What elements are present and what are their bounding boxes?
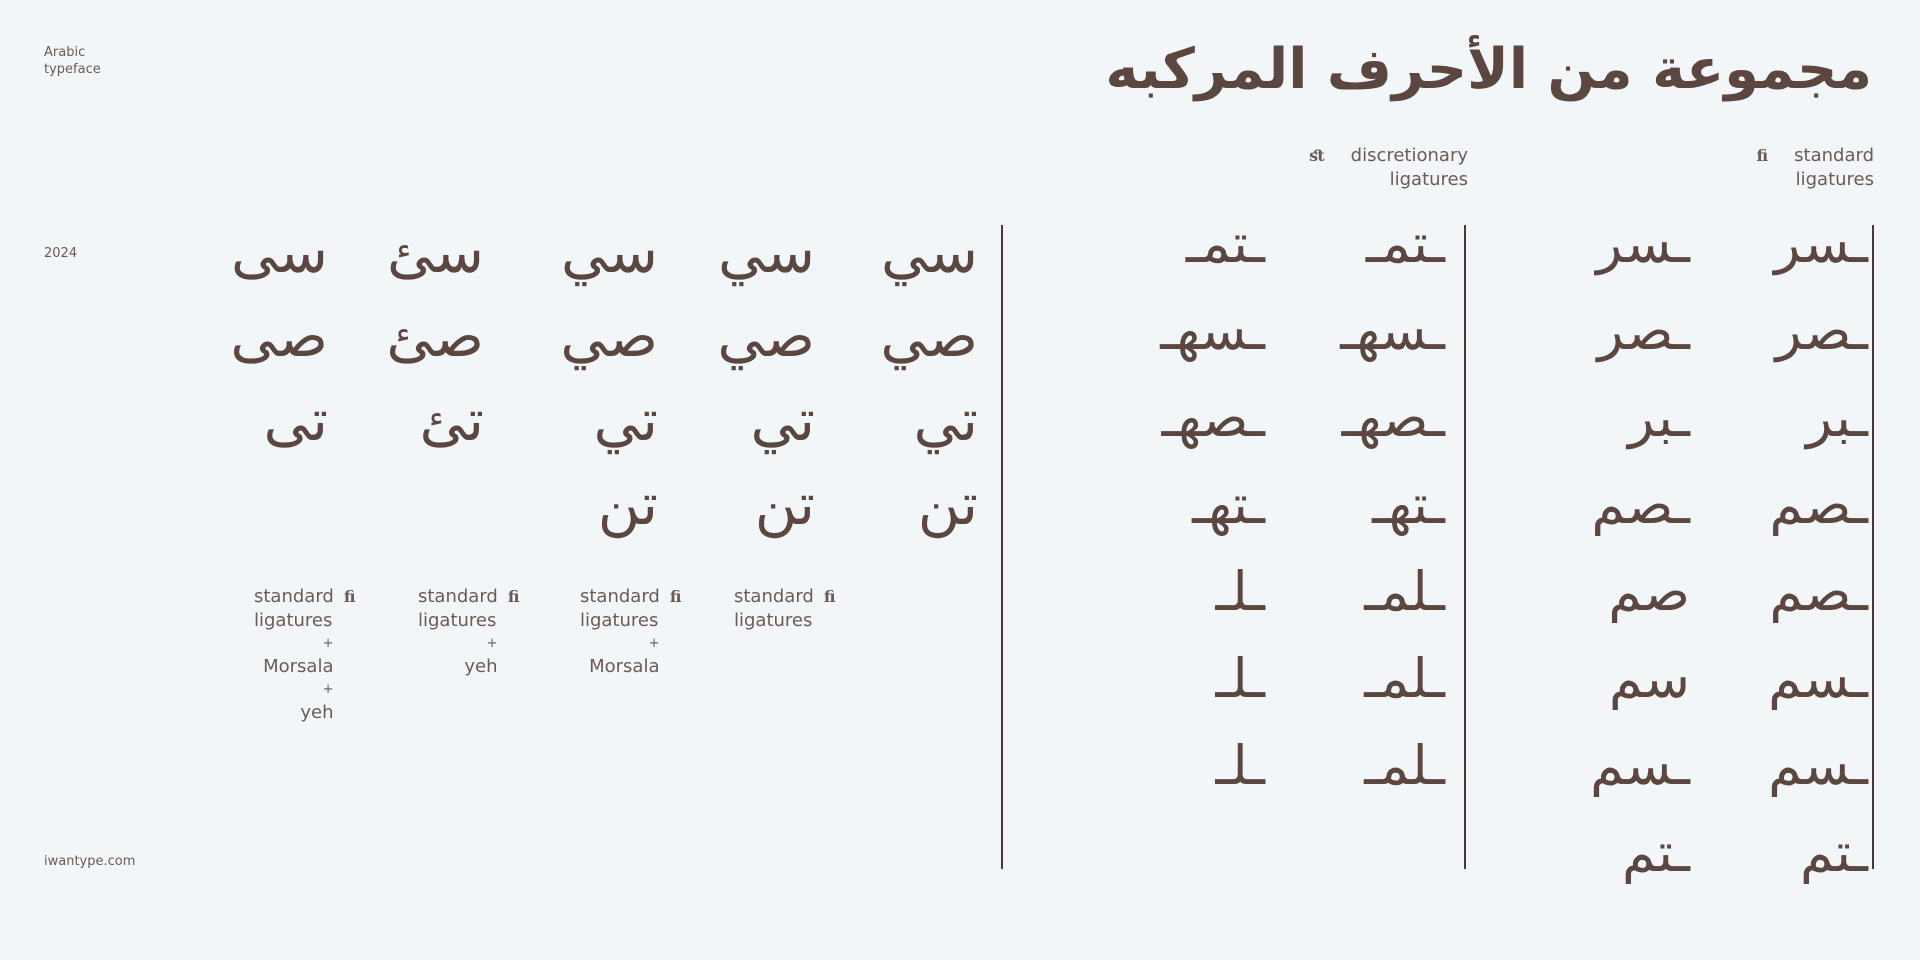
variant-glyph: سى: [231, 218, 328, 286]
fi-ligature-icon: fi: [669, 587, 682, 606]
ligature-glyph: ـتمـ: [1185, 212, 1265, 275]
ligature-glyph: ـتهـ: [1192, 473, 1265, 536]
ligature-glyph: ـسم: [1590, 734, 1690, 797]
variant-glyph: تي: [750, 386, 815, 454]
glyph-cell: [1285, 287, 1445, 374]
ligature-glyph: ـتهـ: [1372, 473, 1445, 536]
caption-3: [418, 585, 519, 679]
ligature-glyph: ـصم: [1591, 473, 1690, 536]
glyph-cell: [1718, 809, 1868, 896]
caption-line1: standard: [254, 586, 334, 607]
glyph-cell: [1105, 461, 1265, 548]
ligature-glyph: سم: [1608, 647, 1690, 710]
caption-line1: standard: [580, 586, 660, 607]
caption-4: [254, 585, 355, 725]
glyph-cell: [1540, 200, 1690, 287]
glyph-cell: [868, 294, 978, 378]
variant-glyph: صى: [230, 302, 328, 370]
glyph-cell: [1718, 374, 1868, 461]
glyph-cell: [868, 378, 978, 462]
variant-glyph: صئ: [386, 302, 484, 370]
brand-label: [44, 44, 101, 78]
glyph-cell: [1285, 200, 1445, 287]
glyph-cell: [705, 378, 815, 462]
glyph-cell: [705, 294, 815, 378]
caption-plus: +: [322, 636, 334, 651]
ligature-glyph: ـلمـ: [1364, 734, 1445, 797]
glyph-cell: [1105, 287, 1265, 374]
variant-glyph: سي: [561, 218, 658, 286]
variant-column-4: [374, 210, 484, 462]
glyph-cell: [528, 462, 658, 546]
glyph-cell: [374, 378, 484, 462]
glyph-cell: [1105, 374, 1265, 461]
fi-ligature-icon: fi: [507, 587, 520, 606]
st-ligature-icon: ﬆ: [1309, 146, 1325, 165]
discretionary-column-a: [1285, 200, 1445, 809]
glyph-cell: [1718, 287, 1868, 374]
variant-glyph: صي: [880, 302, 978, 370]
ligature-glyph: ـتمـ: [1365, 212, 1445, 275]
variant-glyph: تن: [917, 470, 978, 538]
glyph-cell: [1105, 722, 1265, 809]
ligature-glyph: ـصر: [1775, 299, 1868, 362]
ligature-glyph: ـسر: [1596, 212, 1690, 275]
caption-2: [580, 585, 681, 679]
ligature-glyph: ـصم: [1769, 473, 1868, 536]
ligature-glyph: ـلمـ: [1364, 647, 1445, 710]
glyph-cell: [868, 462, 978, 546]
caption-extra: yeh: [300, 702, 334, 723]
glyph-cell: [1105, 200, 1265, 287]
ligature-glyph: ـتم: [1621, 821, 1690, 884]
glyph-cell: [1285, 374, 1445, 461]
glyph-cell: [1540, 548, 1690, 635]
variant-glyph: سي: [881, 218, 978, 286]
ligature-glyph: ـبر: [1628, 386, 1690, 449]
caption-line2: ligatures: [580, 610, 659, 631]
glyph-cell: [528, 210, 658, 294]
glyph-cell: [198, 294, 328, 378]
variant-glyph: تى: [263, 386, 328, 454]
glyph-cell: [1285, 635, 1445, 722]
glyph-cell: [1718, 461, 1868, 548]
discretionary-ligatures-header: [1309, 144, 1468, 192]
standard-column-a: [1718, 200, 1868, 896]
header-line1: standard: [1794, 145, 1874, 166]
ligature-glyph: صم: [1608, 560, 1690, 623]
variant-glyph: سئ: [387, 218, 484, 286]
site-link[interactable]: iwantype.com: [44, 854, 136, 869]
page-title: مجموعة من الأحرف المركبه: [1105, 37, 1872, 102]
glyph-cell: [198, 210, 328, 294]
caption-extra: Morsala: [589, 656, 660, 677]
caption-line1: standard: [734, 586, 814, 607]
ligature-glyph: ـصر: [1597, 299, 1690, 362]
discretionary-column-b: [1105, 200, 1265, 809]
glyph-cell: [1285, 548, 1445, 635]
header-line1: discretionary: [1350, 145, 1468, 166]
glyph-cell: [1540, 374, 1690, 461]
ligature-glyph: ـلـ: [1215, 560, 1265, 623]
fi-ligature-icon: fi: [1756, 146, 1769, 165]
ligature-glyph: ـبر: [1806, 386, 1868, 449]
variant-column-1: [868, 210, 978, 546]
ligature-glyph: ـسم: [1768, 647, 1868, 710]
variant-glyph: صي: [560, 302, 658, 370]
glyph-cell: [1718, 548, 1868, 635]
caption-1: [734, 585, 835, 633]
variant-glyph: صي: [717, 302, 815, 370]
year-label: 2024: [44, 246, 78, 261]
ligature-glyph: ـتم: [1799, 821, 1868, 884]
variant-glyph: تن: [754, 470, 815, 538]
variant-column-5: [198, 210, 328, 462]
standard-column-b: [1540, 200, 1690, 896]
variant-glyph: تن: [597, 470, 658, 538]
glyph-cell: [705, 462, 815, 546]
caption-plus: +: [322, 682, 334, 697]
variant-column-3: [528, 210, 658, 546]
ligature-glyph: ـلـ: [1215, 647, 1265, 710]
fi-ligature-icon: fi: [343, 587, 356, 606]
ligature-glyph: ـلـ: [1215, 734, 1265, 797]
brand-line1: Arabic: [44, 45, 86, 60]
variant-column-2: [705, 210, 815, 546]
variant-glyph: سي: [718, 218, 815, 286]
ligature-glyph: ـسر: [1774, 212, 1868, 275]
caption-extra: yeh: [464, 656, 498, 677]
standard-ligatures-header: [1757, 144, 1874, 192]
glyph-cell: [1540, 287, 1690, 374]
glyph-cell: [374, 210, 484, 294]
glyph-cell: [1540, 722, 1690, 809]
ligature-glyph: ـلمـ: [1364, 560, 1445, 623]
caption-line2: ligatures: [734, 610, 813, 631]
glyph-cell: [528, 378, 658, 462]
glyph-cell: [528, 294, 658, 378]
glyph-cell: [1718, 722, 1868, 809]
ligature-glyph: ـصهـ: [1161, 386, 1265, 449]
header-line2: ligatures: [1795, 169, 1874, 190]
caption-plus: +: [486, 636, 498, 651]
caption-line2: ligatures: [254, 610, 333, 631]
ligature-glyph: ـصهـ: [1341, 386, 1445, 449]
fi-ligature-icon: fi: [823, 587, 836, 606]
glyph-cell: [1718, 200, 1868, 287]
glyph-cell: [1540, 635, 1690, 722]
ligature-glyph: ـسم: [1768, 734, 1868, 797]
glyph-cell: [1285, 722, 1445, 809]
header-line2: ligatures: [1389, 169, 1468, 190]
ligature-glyph: ـصم: [1769, 560, 1868, 623]
glyph-cell: [374, 294, 484, 378]
divider-right: [1872, 225, 1874, 869]
glyph-cell: [705, 210, 815, 294]
brand-line2: typeface: [44, 62, 101, 77]
glyph-cell: [198, 378, 328, 462]
glyph-cell: [1718, 635, 1868, 722]
glyph-cell: [1285, 461, 1445, 548]
caption-plus: +: [648, 636, 660, 651]
divider-middle: [1464, 225, 1466, 869]
ligature-glyph: ـسهـ: [1160, 299, 1265, 362]
glyph-cell: [1105, 548, 1265, 635]
glyph-cell: [868, 210, 978, 294]
variant-glyph: تئ: [419, 386, 484, 454]
glyph-cell: [1105, 635, 1265, 722]
variant-glyph: تي: [913, 386, 978, 454]
ligature-glyph: ـسهـ: [1340, 299, 1445, 362]
glyph-cell: [1540, 461, 1690, 548]
variant-glyph: تي: [593, 386, 658, 454]
glyph-cell: [1540, 809, 1690, 896]
caption-line1: standard: [418, 586, 498, 607]
caption-line2: ligatures: [418, 610, 497, 631]
divider-left: [1001, 225, 1003, 869]
caption-extra: Morsala: [263, 656, 334, 677]
